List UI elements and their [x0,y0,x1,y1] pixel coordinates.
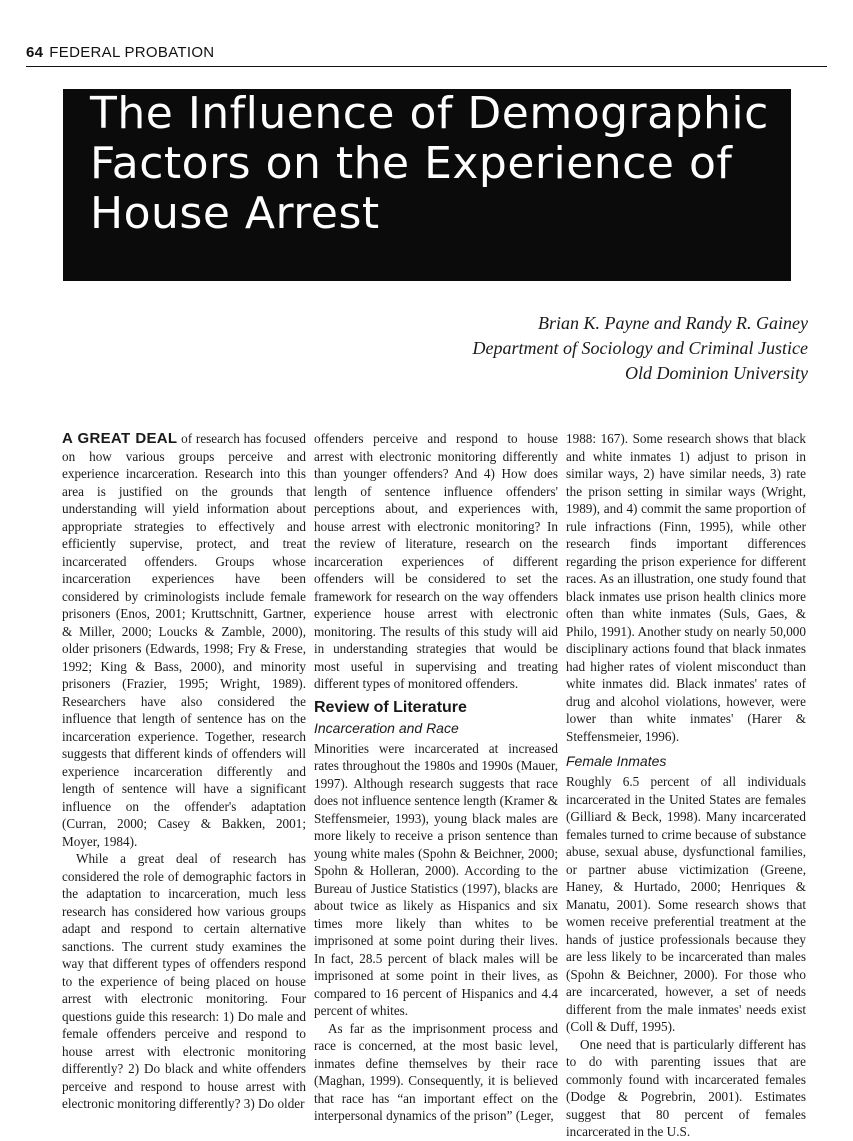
column-1 [62,430,306,1113]
paragraph: offenders perceive and respond to house arrest with electronic monitoring differently than younger offenders? And 4) How does length of sentence influence offenders' perceptions about, and experiences with, house arrest with electronic monitoring? In the review of literature, research on the incarceration experiences of different offenders will be considered to set the framework for research on the way offenders experience house arrest with electronic monitoring. The results of this study will aid in understanding strategies that would be most useful in supervising and treating different types of monitored offenders. [314,431,558,691]
header-rule [26,66,827,67]
running-header [26,44,214,61]
paragraph-text: of research has focused on how various groups perceive and experience incarceration. Research into this area is justified on the grounds that understanding will yield information about appropriate strategies to effectively and efficiently supervise, protect, and treat incarcerated offenders. Groups whose incarceration experiences have been considered by criminologists include female prisoners (Enos, 2001; Kruttschnitt, Gartner, & Miller, 2000; Loucks & Zamble, 2000), older prisoners (Edwards, 1998; Fry & Frese, 1992; King & Bass, 2000), and minority prisoners (Frazier, 1995; Wright, 1989). Researchers have also considered the influence that length of sentence has on the incarceration experience. Together, research suggests that different kinds of offenders will experience incarceration differently and length of sentence will have a significant influence on the offender's adaptation (Curran, 2000; Casey & Bakken, 2001; Moyer, 1984). [62,431,306,849]
column-2 [314,430,558,1125]
page-number: 64 [26,44,44,61]
column-3 [566,430,806,1141]
paragraph [62,430,306,850]
title-line-2: Factors on the Experience of [90,138,733,189]
paragraph: One need that is particularly different has to do with parenting issues that are commonly found with incarcerated females (Dodge & Pogrebrin, 2001). Estimates suggest that 80 percent of females incarcerated in the U.S. [566,1036,806,1139]
authors: Brian K. Payne and Randy R. Gainey [538,313,808,333]
subsection-heading: Female Inmates [566,753,667,769]
paragraph: Roughly 6.5 percent of all individuals incarcerated in the United States are females (Gilliard & Beck, 1998). Many incarcerated females turned to crime because of substance abuse, sexual abuse, dysfunctional families, or partner abuse victimization (Greene, Haney, & Hurtado, 2000; Henriques & Manatu, 2001). Some research shows that women receive preferential treatment at the hands of justice professionals because they are less likely to be incarcerated than males (Spohn & Beichner, 2000). For those who are incarcerated, however, a set of needs different from the male inmates' needs exist (Coll & Duff, 1995). [566,774,806,1034]
department: Department of Sociology and Criminal Justice [472,338,808,358]
lead-caps: A GREAT DEAL [62,430,178,447]
subsection-heading: Incarceration and Race [314,719,459,736]
title-line-1: The Influence of Demographic [90,89,769,139]
title-line-3: House Arrest [90,188,380,239]
paragraph: While a great deal of research has considered the role of demographic factors in the adaptation to incarceration, much less research has considered how various groups adapt and respond to certain alternative sanctions. The current study examines the way that different types of offenders respond to the experience of being placed on house arrest with electronic monitoring. Four questions guide this research: 1) Do male and female offenders perceive and respond to house arrest with electronic monitoring differently? 2) Do black and white offenders perceive and respond to house arrest with electronic monitoring differently? 3) Do older [62,851,306,1111]
section-heading: Review of Literature [314,698,467,716]
paragraph: 1988: 167). Some research shows that black and white inmates 1) adjust to prison in similar ways, 2) have similar needs, 3) rate the prison setting in similar ways (Wright, 1989), and 4) commit the same proportion of rule infractions (Finn, 1995), while other research finds important differences regarding the prison experience for different races. As an illustration, one study found that black inmates use prison health clinics more often than white inmates (Suls, Gaes, & Philo, 1991). Another study on nearly 50,000 disciplinary actions found that black inmates had higher rates of violent misconduct than white inmates did. Black inmates' rates of drug and alcohol violations, however, were lower than white inmates' (Harer & Steffensmeier, 1996). [566,431,806,744]
journal-name: FEDERAL PROBATION [49,44,215,61]
paragraph: Minorities were incarcerated at increased rates throughout the 1980s and 1990s (Mauer, 1997). Although research suggests that race does not influence sentence length (Kramer & Steffensmeier, 1993), young black males are more likely to receive a prison sentence than young white males (Spohn & Beichner, 2000; Spohn & Holleran, 2000). According to the Bureau of Justice Statistics (1997), blacks are about twice as likely as Hispanics and six times more likely than whites to be imprisoned at some point during their lives. In fact, 28.5 percent of black males will be imprisoned at some point in their lives, as compared to 16 percent of Hispanics and 4.4 percent of whites. [314,740,558,1018]
byline [308,311,808,386]
paragraph: As far as the imprisonment process and race is concerned, at the most basic level, inmates define themselves by their race (Maghan, 1999). Consequently, it is believed that race has “an important effect on the interpersonal dynamics of the prison” (Leger, [314,1020,558,1123]
university: Old Dominion University [625,363,808,383]
title-banner [63,89,791,281]
